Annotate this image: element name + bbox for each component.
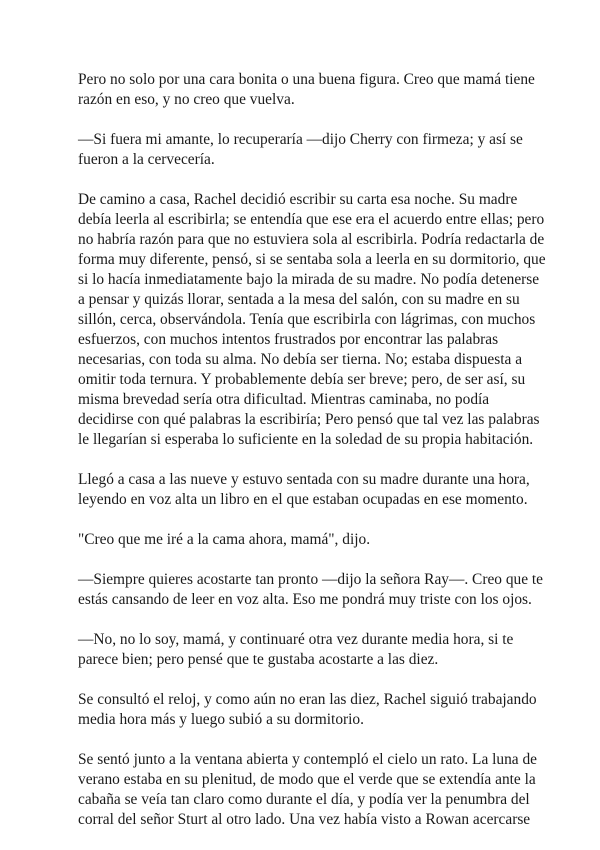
text-line: Se consultó el reloj, y como aún no eran las diez, Rachel siguió trabajando [78, 691, 537, 708]
text-line: forma muy diferente, pensó, si se sentaba sola a leerla en su dormitorio, que [78, 251, 546, 268]
paragraph [78, 630, 524, 670]
text-line: —Si fuera mi amante, lo recuperaría —dijo Cherry con firmeza; y así se [78, 131, 523, 148]
paragraph [78, 130, 524, 170]
text-line: necesarias, con toda su alma. No debía ser tierna. No; estaba dispuesta a [78, 351, 523, 368]
text-line: De camino a casa, Rachel decidió escribir su carta esa noche. Su madre [78, 191, 518, 208]
text-line: esfuerzos, con muchos intentos frustrados por encontrar las palabras [78, 331, 499, 348]
text-line: corral del señor Sturt al otro lado. Una vez había visto a Rowan acercarse [78, 811, 531, 828]
text-line: misma brevedad sería otra dificultad. Mientras caminaba, no podía [78, 391, 490, 408]
text-line: Llegó a casa a las nueve y estuvo sentada con su madre durante una hora, [78, 471, 530, 488]
text-line: razón en eso, y no creo que vuelva. [78, 91, 295, 108]
text-line: Se sentó junto a la ventana abierta y contempló el cielo un rato. La luna de [78, 751, 537, 768]
text-line: fueron a la cervecería. [78, 151, 215, 168]
paragraph [78, 570, 544, 610]
paragraph [78, 190, 546, 450]
text-line: estás cansando de leer en voz alta. Eso me pondrá muy triste con los ojos. [78, 591, 532, 608]
text-line: leyendo en voz alta un libro en el que estaban ocupadas en ese momento. [78, 491, 528, 508]
text-line: —Siempre quieres acostarte tan pronto —dijo la señora Ray—. Creo que te [78, 571, 544, 588]
text-line: le llegarían si esperaba lo suficiente en la soledad de su propia habitación. [78, 431, 534, 448]
paragraph [78, 690, 537, 730]
text-line: omitir toda ternura. Y probablemente debía ser breve; pero, de ser así, su [78, 371, 526, 388]
paragraph [78, 70, 535, 110]
text-line: si lo hacía inmediatamente bajo la mirada de su madre. No podía detenerse [78, 271, 540, 288]
text-line: sillón, cerca, observándola. Tenía que escribirla con lágrimas, con muchos [78, 311, 536, 328]
text-line: parece bien; pero pensé que te gustaba acostarte a las diez. [78, 651, 439, 668]
text-line: verano estaba en su plenitud, de modo que el verde que se extendía ante la [78, 771, 536, 788]
text-line: cabaña se veía tan claro como durante el día, y podía ver la penumbra del [78, 791, 530, 808]
text-line: "Creo que me iré a la cama ahora, mamá", dijo. [78, 531, 371, 548]
paragraph [78, 750, 537, 830]
paragraph [78, 470, 530, 510]
text-line: decidirse con qué palabras la escribiría; Pero pensó que tal vez las palabras [78, 411, 540, 428]
paragraph [78, 530, 524, 550]
text-line: debía leerla al escribirla; se entendía que ese era el acuerdo entre ellas; pero [78, 211, 545, 228]
body-text [78, 70, 546, 850]
text-line: a pensar y quizás llorar, sentada a la mesa del salón, con su madre en su [78, 291, 520, 308]
text-line: media hora más y luego subió a su dormitorio. [78, 711, 364, 728]
text-line: —No, no lo soy, mamá, y continuaré otra vez durante media hora, si te [78, 631, 514, 648]
text-line: Pero no solo por una cara bonita o una buena figura. Creo que mamá tiene [78, 71, 535, 88]
text-line: no habría razón para que no estuviera sola al escribirla. Podría redactarla de [78, 231, 545, 248]
